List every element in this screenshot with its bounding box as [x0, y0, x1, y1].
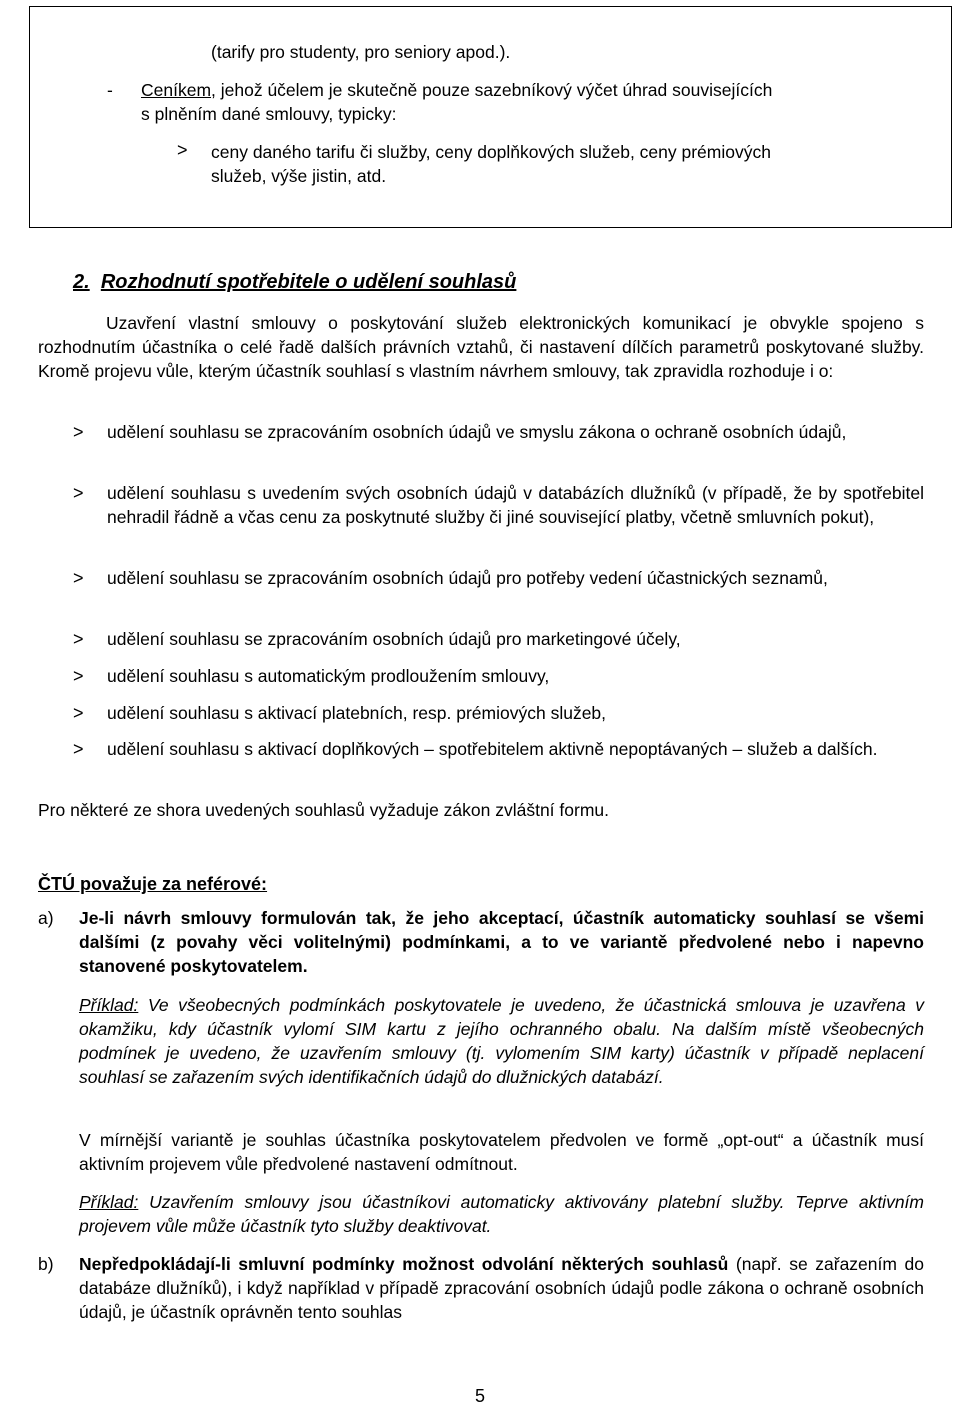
list-item: udělení souhlasu se zpracováním osobních údajů pro marketingové účely,	[107, 629, 681, 649]
box-item	[141, 78, 926, 126]
example-2-text: Uzavřením smlouvy jsou účastníkovi automaticky aktivovány platební služby. Teprve aktivním projevem vůle může účastník tyto služby deaktivovat.	[79, 1192, 924, 1236]
box-line1: (tarify pro studenty, pro seniory apod.).	[211, 42, 511, 62]
section-number: 2.	[73, 271, 90, 293]
box-subitem	[211, 140, 926, 188]
section-title: Rozhodnutí spotřebitele o udělení souhlasů	[100, 271, 517, 293]
list-item: udělení souhlasu s uvedením svých osobních údajů v databázích dlužníků (v případě, že by spotřebitel nehradil řádně a včas cenu za poskytnuté služby či jiné související platby, včetně smluvních pokut),	[107, 483, 924, 527]
list-item: udělení souhlasu s automatickým prodloužením smlouvy,	[107, 666, 550, 686]
example-label: Příklad:	[79, 1192, 139, 1212]
example-1-text: Ve všeobecných podmínkách poskytovatele je uvedeno, že účastnická smlouva je uzavřena v okamžiku, kdy účastník vylomí SIM kartu z jejího ochranného obalu. Na dalším místě všeobecných podmínek je uvedeno, že uzavřením smlouvy (tj. vylomením SIM karty) účastník v případě neplacení souhlasí se zařazením svých identifikačních údajů do dlužnických databází.	[79, 995, 924, 1087]
example-1	[79, 993, 924, 1089]
dash-marker: -	[107, 80, 113, 100]
bullet-icon: >	[73, 703, 84, 723]
list-item: udělení souhlasu se zpracováním osobních údajů ve smyslu zákona o ochraně osobních údajů,	[107, 422, 847, 442]
box-subitem-line2: služeb, výše jistin, atd.	[211, 166, 387, 186]
bullet-icon: >	[73, 629, 84, 649]
ctu-heading: ČTÚ považuje za neférové:	[38, 874, 268, 894]
box-subitem-line1: ceny daného tarifu či služby, ceny doplňkových služeb, ceny prémiových	[211, 142, 771, 162]
intro-text-a: Uzavření vlastní smlouvy o poskytování služeb elektronických komunikací je obvykle spojeno s rozhodnutím účastníka o celé řadě dalších právních vztahů, či nastavení dílčích parametrů poskytované služby.	[38, 313, 924, 357]
box-item-rest: , jehož účelem je skutečně pouze sazebníkový výčet úhrad souvisejících	[211, 80, 773, 100]
list-item: udělení souhlasu se zpracováním osobních údajů pro potřeby vedení účastnických seznamů,	[107, 568, 828, 588]
list-item: udělení souhlasu s aktivací platebních, resp. prémiových služeb,	[107, 703, 607, 723]
example-2	[79, 1190, 924, 1238]
example-label: Příklad:	[79, 995, 139, 1015]
point-b-rest: (např. se zařazením do databáze dlužníků), i když například v případě zpracování osobních údajů podle zákona o ochraně osobních údajů, je účastník oprávněn tento souhlas	[79, 1254, 924, 1322]
label-a: a)	[38, 908, 54, 928]
intro-text-b: Kromě projevu vůle, kterým účastník souhlasí s vlastním návrhem smlouvy, tak zpravidla rozhoduje i o:	[38, 361, 834, 381]
bullet-icon: >	[73, 422, 84, 442]
label-b: b)	[38, 1254, 54, 1274]
closing-sentence: Pro některé ze shora uvedených souhlasů vyžaduje zákon zvláštní formu.	[38, 800, 610, 820]
bullet-icon: >	[73, 483, 84, 503]
intro-paragraph	[38, 311, 924, 383]
point-a-text: Je-li návrh smlouvy formulován tak, že jeho akceptací, účastník automaticky souhlasí se všemi dalšími (z povahy věci volitelnými) podmínkami, a to ve variantě předvolené nebo i napevno stanovené poskytovatelem.	[79, 908, 924, 976]
cenik-term: Ceníkem	[141, 80, 212, 100]
bullet-icon: >	[73, 739, 84, 759]
sub-bullet-icon: >	[177, 140, 188, 160]
point-b-bold: Nepředpokládají-li smluvní podmínky možnost odvolání některých souhlasů	[79, 1254, 729, 1274]
section-heading	[73, 270, 516, 294]
milder-variant: V mírnější variantě je souhlas účastníka poskytovatelem předvolen ve formě „opt-out“ a účastník musí aktivním projevem vůle předvolené nastavení odmítnout.	[79, 1130, 924, 1174]
list-item: udělení souhlasu s aktivací doplňkových – spotřebitelem aktivně nepoptávaných – služeb a dalších.	[107, 739, 878, 759]
box-item-line2: s plněním dané smlouvy, typicky:	[141, 104, 397, 124]
bullet-icon: >	[73, 666, 84, 686]
point-b-text	[79, 1252, 924, 1324]
page-number: 5	[474, 1386, 485, 1406]
bullet-icon: >	[73, 568, 84, 588]
